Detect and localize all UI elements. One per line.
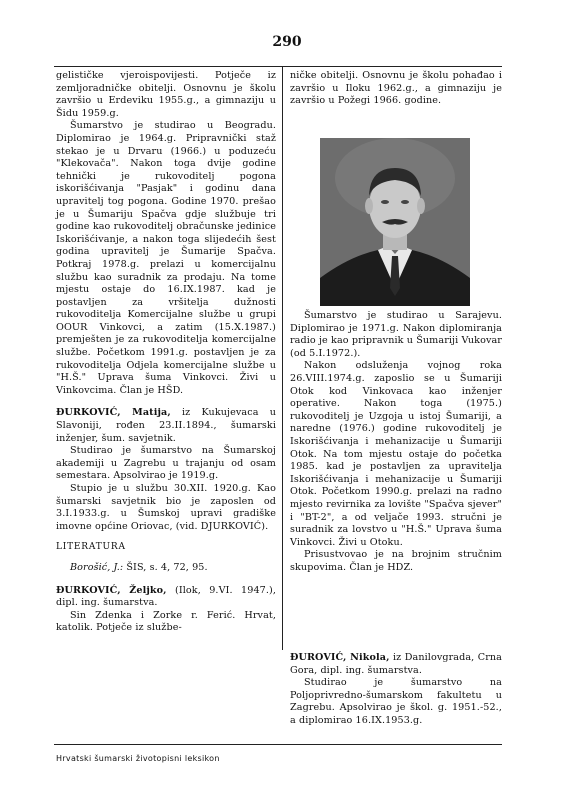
right-column-top [290,70,502,108]
headword-nikola: ĐUROVIĆ, Nikola, [290,652,390,663]
intro-matija: iz Kukujevaca u Slavoniji, rođen 23.II.1894., šumarski inženjer, šum. savjetnik. [56,407,276,444]
literature-heading: LITERATURA [56,542,126,553]
top-rule [54,66,502,67]
right-column-bottom [290,310,502,574]
column-divider [282,66,283,650]
zeljko-continuation: ničke obitelji. Osnovnu je školu pohađao i završio u Iloku 1962.g., a gimnaziju je završio u Požegi 1966. godine. [290,70,502,107]
nikola-paragraph-1: Studirao je šumarstvo na Poljoprivredno-šumarskom fakultetu u Zagrebu. Apsolvirao je škol. g. 1951.-52., a diplomirao 16.IX.1953.g. [290,677,502,726]
page-number: 290 [272,34,302,50]
continuation-paragraph-2: Šumarstvo je studirao u Beogradu. Diplomirao je 1964.g. Pripravnički staž stekao je u Drvaru (1966.) u poduzeću "Klekovača". Nakon toga dvije godine tehnički je rukovoditelj pogona iskorišćivanja "Pasjak" i godinu dana upravitelj tog pogona. Godine 1970. prešao je u Šumariju Spačva gdje službuje tri godine kao rukovoditelj obračunske jedinice Iskorišćivanje, a nakon toga slijedećih šest godina upravitelj je Šumarije Spačva. Potkraj 1978.g. prelazi u komercijalnu službu kao suradnik za prodaju. Na tome mjestu ostaje do 16.IX.1987. kad je postavljen za vršitelja dužnosti rukovoditelja Komercijalne službe u grupi OOUR Vinkovci, a zatim (15.X.1987.) premješten je za rukovoditelja komercijalne službe. Početkom 1991.g. postavljen je za rukovoditelja Odjela komercijalne službe u "H.Š." Uprava šuma Vinkovci. Živi u Vinkovcima. Član je HŠD. [56,120,276,396]
headword-zeljko: ĐURKOVIĆ, Željko, [56,584,167,596]
bottom-rule [54,744,502,745]
literature-author: Borošić, J.: [70,561,124,573]
portrait-photo [320,138,470,306]
intro-nikola: iz Danilovgrada, Crna Gora, dipl. ing. šumarstva. [290,652,502,676]
zeljko-paragraph-1: Sin Zdenka i Zorke r. Ferić. Hrvat, katolik. Potječe iz službe- [56,609,276,634]
entry-matija [56,407,276,445]
intro-zeljko: (Ilok, 9.VI. 1947.), dipl. ing. šumarstva. [56,584,276,609]
portrait-image [320,138,470,306]
footer-title: Hrvatski šumarski životopisni leksikon [56,754,220,763]
entry-zeljko [56,585,276,610]
continuation-paragraph-1: gelističke vjeroispovijesti. Potječe iz zemljoradničke obitelji. Osnovnu je školu završio u Erdeviku 1955.g., a gimnaziju u Šidu 1959.g. [56,70,276,119]
zeljko-paragraph-3: Nakon odsluženja vojnog roka 26.VIII.1974.g. zaposlio se u Šumariji Otok kod Vinkovaca kao inženjer operative. Nakon toga (1975.) rukovoditelj je Uzgoja u istoj Šumariji, a naredne (1976.) godine rukovoditelj je Iskorišćivanja i mehanizacije u Šumariji Otok. Na tom mjestu ostaje do početka 1985. kad je postavljen za upravitelja Iskorišćivanja i mehanizacije u Šumariji Otok. Početkom 1990.g. prelazi na radno mjesto revirnika za lovište "Spačva sjever" i "BT-2", a od veljače 1993. stručni je suradnik za lovstvo u "H.Š." Uprava šuma Vinkovci. Živi u Otoku. [290,360,502,548]
zeljko-paragraph-4: Prisustvovao je na brojnim stručnim skupovima. Član je HDZ. [290,549,502,573]
matija-paragraph-1: Studirao je šumarstvo na Šumarskoj akademiji u Zagrebu u trajanju od osam semestara. Apsolvirao je 1919.g. [56,445,276,482]
entry-nikola [290,652,502,677]
zeljko-paragraph-2: Šumarstvo je studirao u Sarajevu. Diplomirao je 1971.g. Nakon diplomiranja radio je kao pripravnik u Šumariji Vukovar (od 5.I.1972.). [290,310,502,359]
literature-source: ŠIS, s. 4, 72, 95. [123,561,208,573]
right-column-last [290,652,502,728]
literature-reference [56,562,276,575]
matija-paragraph-2: Stupio je u službu 30.XII. 1920.g. Kao šumarski savjetnik bio je zaposlen od 3.I.1933.g. u Šumskoj upravi gradiške imovne općine Oriovac, (vid. DJURKOVIĆ). [56,483,276,532]
headword-matija: ĐURKOVIĆ, Matija, [56,407,171,419]
left-column [56,70,276,635]
